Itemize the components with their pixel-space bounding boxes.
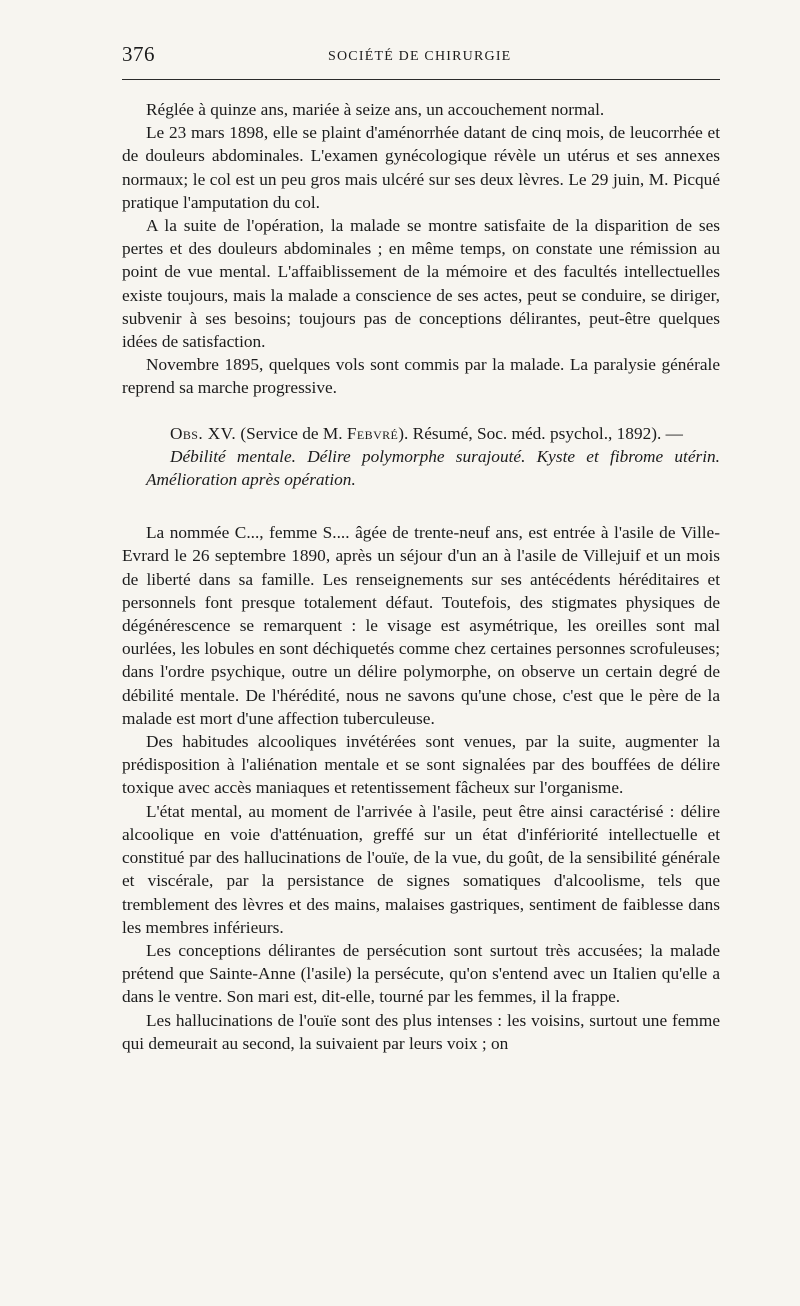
paragraph: Les hallucinations de l'ouïe sont des plus intenses : les voisins, surtout une femme qui demeurait au second, la suivaient par leurs voix ; on	[122, 1010, 720, 1053]
paragraph: La nommée C..., femme S.... âgée de trente-neuf ans, est entrée à l'asile de Ville-Evrard le 26 septembre 1890, après un séjour d'un an à l'asile de Villejuif et un mois de liberté dans sa famille. Les renseignements sur ses antécédents héréditaires et personnels font presque totalement défaut. Toutefois, des stigmates physiques de dégénérescence se remarquent : le visage est asymétrique, les oreilles sont mal ourlées, les lobules en sont déchiquetés comme chez certaines personnes scrofuleuses; dans l'ordre psychique, outre un délire polymorphe, on observe un certain degré de débilité mentale. De l'hérédité, nous ne savons qu'une chose, c'est que le père de la malade est mort d'une affection tuberculeuse.	[122, 523, 720, 728]
observation-service-prefix: (Service de M.	[240, 423, 347, 443]
paragraph: Des habitudes alcooliques invétérées sont venues, par la suite, augmenter la prédisposition à l'aliénation mentale et se sont signalées par des bouffées de délire toxique avec accès maniaques et retentissement fâcheux sur l'organisme.	[122, 732, 720, 798]
paragraph: Les conceptions délirantes de persécution sont surtout très accusées; la malade prétend que Sainte-Anne (l'asile) la persécute, qu'on s'entend avec un Italien qu'elle a dans le ventre. Son mari est, dit-elle, tourné par les femmes, il la frappe.	[122, 940, 720, 1007]
page-header	[122, 42, 720, 76]
paragraph: Réglée à quinze ans, mariée à seize ans, un accouchement normal.	[146, 100, 605, 119]
observation-service-suffix: ). Résumé, Soc. méd. psychol., 1892). —	[398, 423, 683, 443]
paragraph: L'état mental, au moment de l'arrivée à l'asile, peut être ainsi caractérisé : délire alcoolique en voie d'atténuation, greffé sur un état d'infériorité intellectuelle et constitué par des hallucinations de l'ouïe, de la vue, du goût, de la sensibilité générale et viscérale, par la persistance de signes somatiques d'alcoolisme, tels que tremblement des lèvres et des mains, malaises gastriques, sentiment de faiblesse dans les membres inférieurs.	[122, 801, 720, 937]
section-gap	[122, 400, 720, 422]
paragraph: Le 23 mars 1898, elle se plaint d'aménorrhée datant de cinq mois, de leucorrhée et de douleurs abdominales. L'examen gynécologique révèle un utérus et ses annexes normaux; le col est un peu gros mais ulcéré sur ses deux lèvres. Le 29 juin, M. Picqué pratique l'amputation du col.	[122, 123, 720, 212]
observation-heading	[122, 422, 720, 445]
page-number: 376	[122, 42, 155, 66]
header-rule	[122, 79, 720, 80]
observation-doctor: Febvré	[346, 423, 399, 443]
running-head: SOCIÉTÉ DE CHIRURGIE	[328, 49, 512, 64]
observation-subtitle: Débilité mentale. Délire polymorphe surajouté. Kyste et fibrome utérin. Amélioration après opération.	[146, 446, 720, 490]
observation-label: Obs. XV.	[170, 423, 237, 443]
section-gap	[122, 491, 720, 521]
paragraph: A la suite de l'opération, la malade se montre satisfaite de la disparition de ses pertes et des douleurs abdominales ; en même temps, on constate une rémission au point de vue mental. L'affaiblissement de la mémoire et des facultés intellectuelles existe toujours, mais la malade a conscience de ses actes, peut se conduire, se diriger, subvenir à ses besoins; toujours pas de conceptions délirantes, peut-être quelques idées de satisfaction.	[122, 216, 720, 352]
paragraph: Novembre 1895, quelques vols sont commis par la malade. La paralysie générale reprend sa marche progressive.	[122, 355, 720, 398]
body-text	[122, 98, 720, 1055]
